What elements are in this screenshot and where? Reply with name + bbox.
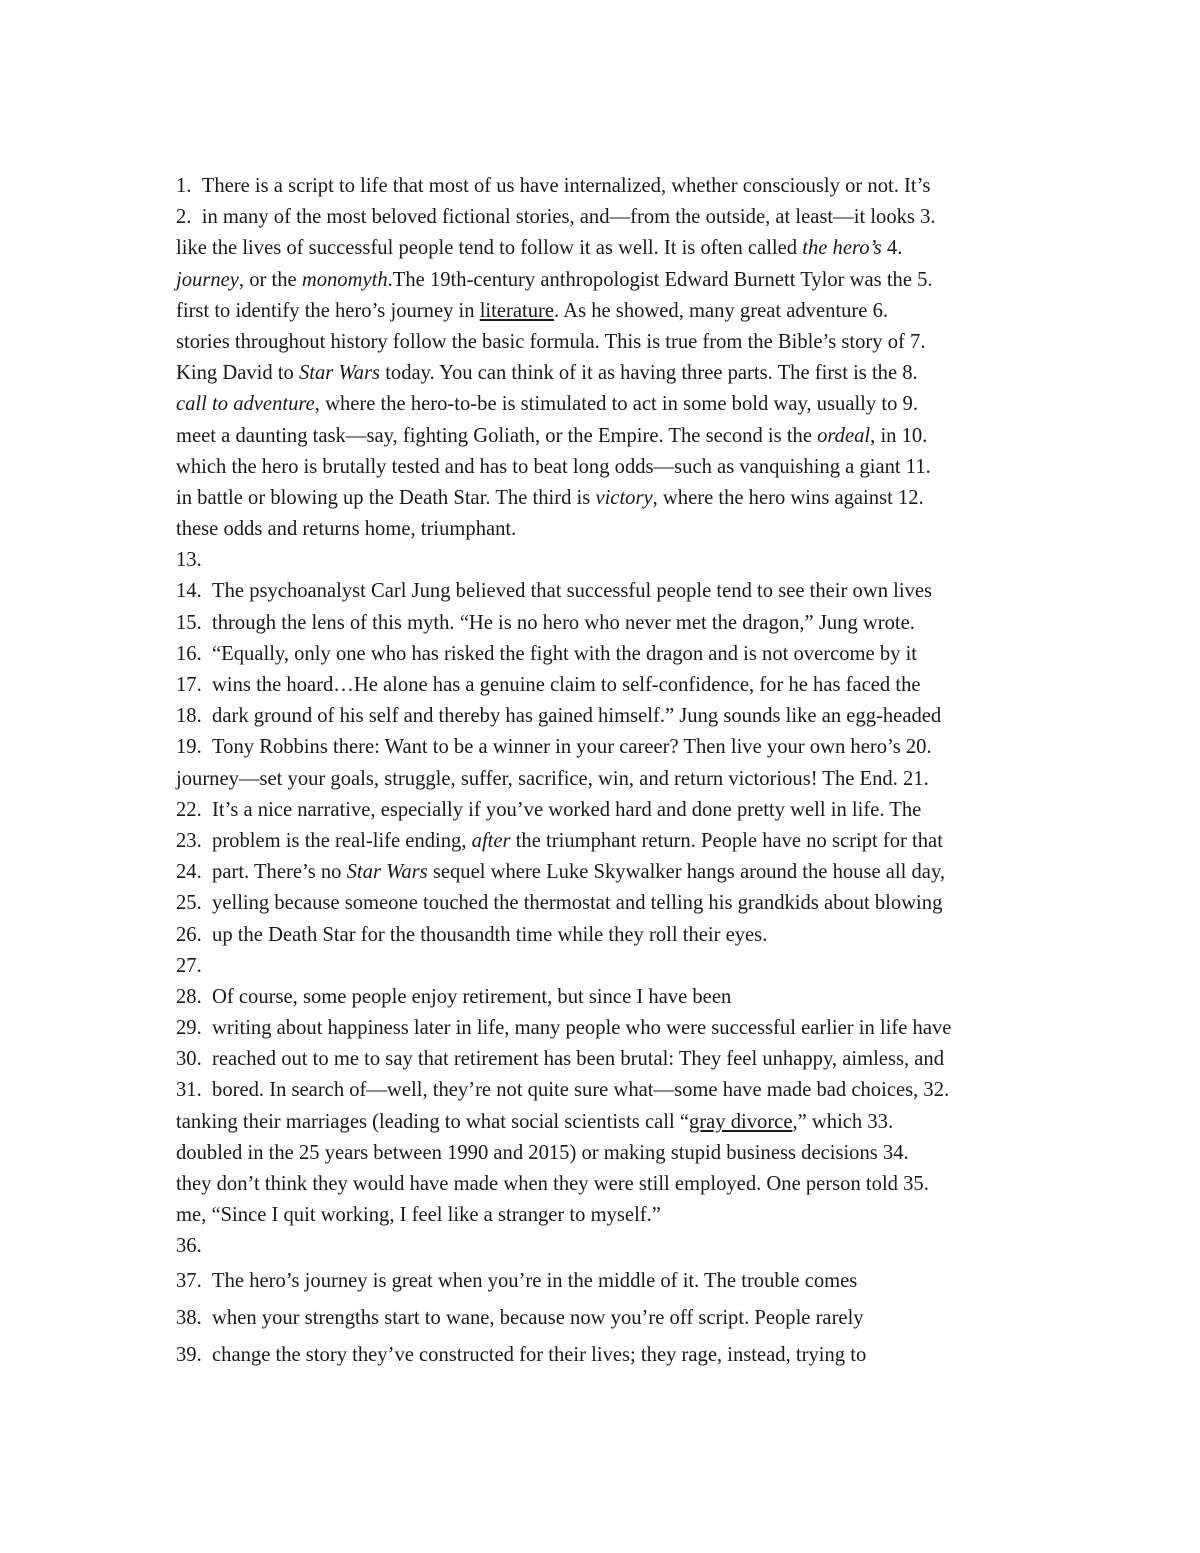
line-6: [176, 327, 1076, 358]
line-number: 31.: [176, 1079, 207, 1102]
line-number: 25.: [176, 892, 207, 915]
line-text: today. You can think of it as having three parts. The first is the 8.: [380, 362, 918, 385]
line-9: [176, 421, 1076, 452]
line-text: in battle or blowing up the Death Star. The third is: [176, 486, 596, 509]
line-39: [176, 1337, 1076, 1374]
line-31: [176, 1075, 1076, 1106]
line-34: [176, 1169, 1076, 1200]
line-number: 23.: [176, 829, 207, 852]
line-text: meet a daunting task—say, fighting Goliath, or the Empire. The second is the: [176, 424, 818, 447]
line-1: [176, 171, 1076, 202]
document-body: [176, 171, 1076, 1374]
line-number: 36.: [176, 1235, 202, 1258]
line-text: “Equally, only one who has risked the fight with the dragon and is not overcome by it: [212, 642, 918, 665]
line-10: [176, 452, 1076, 483]
line-text: me, “Since I quit working, I feel like a stranger to myself.”: [176, 1204, 661, 1227]
line-text: the triumphant return. People have no script for that: [510, 829, 943, 852]
line-text: tanking their marriages (leading to what social scientists call “: [176, 1110, 689, 1133]
italic-term-after: after: [471, 829, 511, 852]
line-text: 4.: [881, 237, 903, 260]
line-number: 19.: [176, 736, 207, 759]
line-33: [176, 1138, 1076, 1169]
line-17: [176, 670, 1076, 701]
line-26: [176, 920, 1076, 951]
line-text: dark ground of his self and thereby has gained himself.” Jung sounds like an egg-headed: [212, 705, 942, 728]
line-8: [176, 389, 1076, 420]
line-20: [176, 764, 1076, 795]
line-number: 13.: [176, 549, 202, 572]
line-text: which the hero is brutally tested and has to beat long odds—such as vanquishing a giant 11.: [176, 455, 931, 478]
line-number: 24.: [176, 861, 207, 884]
line-number: 18.: [176, 705, 207, 728]
line-text: through the lens of this myth. “He is no hero who never met the dragon,” Jung wrote.: [212, 611, 915, 634]
line-4: [176, 265, 1076, 296]
line-number: 14.: [176, 580, 207, 603]
line-text: The hero’s journey is great when you’re in the middle of it. The trouble comes: [212, 1269, 858, 1292]
line-number: 26.: [176, 923, 207, 946]
line-number: 27.: [176, 954, 202, 977]
line-number: 15.: [176, 611, 207, 634]
line-number: 22.: [176, 798, 207, 821]
line-text: . As he showed, many great adventure 6.: [554, 299, 889, 322]
line-text: .The 19th-century anthropologist Edward Burnett Tylor was the 5.: [387, 268, 933, 291]
line-text: , where the hero wins against 12.: [652, 486, 924, 509]
italic-term-journey: journey: [176, 268, 239, 291]
line-2: [176, 202, 1076, 233]
line-12: [176, 514, 1076, 545]
line-text: , where the hero-to-be is stimulated to act in some bold way, usually to 9.: [314, 393, 918, 416]
line-text: doubled in the 25 years between 1990 and 2015) or making stupid business decisions 34.: [176, 1141, 909, 1164]
line-text: up the Death Star for the thousandth time while they roll their eyes.: [212, 923, 768, 946]
line-16: [176, 639, 1076, 670]
line-14: [176, 576, 1076, 607]
line-23: [176, 826, 1076, 857]
italic-term-call-to-adventure: call to adventure: [176, 393, 315, 416]
line-text: King David to: [176, 362, 299, 385]
line-7: [176, 358, 1076, 389]
line-number: 2.: [176, 206, 197, 229]
line-36: [176, 1231, 1076, 1262]
line-15: [176, 608, 1076, 639]
italic-term-the-heros: the hero’s: [802, 237, 882, 260]
line-3: [176, 233, 1076, 264]
line-text: in many of the most beloved fictional stories, and—from the outside, at least—it looks 3.: [201, 206, 936, 229]
line-text: like the lives of successful people tend to follow it as well. It is often called: [176, 237, 803, 260]
line-number: 38.: [176, 1306, 207, 1329]
line-text: wins the hoard…He alone has a genuine claim to self-confidence, for he has faced the: [212, 674, 921, 696]
italic-term-victory: victory: [595, 486, 653, 509]
line-27: [176, 951, 1076, 982]
line-18: [176, 701, 1076, 732]
line-text: stories throughout history follow the basic formula. This is true from the Bible’s story of 7.: [176, 330, 926, 353]
italic-term-star-wars: Star Wars: [298, 362, 381, 385]
line-text: problem is the real-life ending,: [212, 829, 472, 852]
line-text: writing about happiness later in life, many people who were successful earlier in life have: [212, 1017, 952, 1040]
line-25: [176, 888, 1076, 919]
line-22: [176, 795, 1076, 826]
line-number: 37.: [176, 1269, 207, 1292]
line-text: journey—set your goals, struggle, suffer, sacrifice, win, and return victorious! The End. 21.: [176, 767, 929, 790]
line-text: It’s a nice narrative, especially if you’ve worked hard and done pretty well in life. The: [212, 798, 922, 821]
line-number: 39.: [176, 1343, 207, 1366]
line-19: [176, 732, 1076, 763]
line-text: change the story they’ve constructed for their lives; they rage, instead, trying to: [212, 1343, 867, 1366]
line-text: reached out to me to say that retirement has been brutal: They feel unhappy, aimless, and: [212, 1048, 945, 1071]
line-29: [176, 1013, 1076, 1044]
italic-term-ordeal: ordeal: [817, 424, 871, 447]
line-text: , or the: [238, 268, 302, 291]
line-text: Tony Robbins there: Want to be a winner in your career? Then live your own hero’s 20.: [212, 736, 932, 759]
line-37: [176, 1263, 1076, 1300]
line-text: bored. In search of—well, they’re not quite sure what—some have made bad choices, 32.: [212, 1079, 950, 1102]
line-5: [176, 296, 1076, 327]
line-text: when your strengths start to wane, because now you’re off script. People rarely: [212, 1306, 864, 1329]
line-text: There is a script to life that most of us have internalized, whether consciously or not. It’s: [201, 175, 931, 197]
italic-term-star-wars: Star Wars: [346, 861, 428, 884]
line-text: ,” which 33.: [792, 1110, 894, 1133]
line-text: , in 10.: [870, 424, 928, 447]
line-number: 29.: [176, 1017, 207, 1040]
line-11: [176, 483, 1076, 514]
line-text: these odds and returns home, triumphant.: [176, 518, 517, 541]
line-28: [176, 982, 1076, 1013]
line-text: they don’t think they would have made when they were still employed. One person told 35.: [176, 1173, 929, 1195]
line-38: [176, 1300, 1076, 1337]
line-text: first to identify the hero’s journey in: [176, 299, 480, 322]
line-text: sequel where Luke Skywalker hangs around the house all day,: [427, 861, 946, 884]
italic-term-monomyth: monomyth: [301, 268, 388, 291]
line-text: Of course, some people enjoy retirement, but since I have been: [212, 985, 732, 1008]
line-number: 1.: [176, 175, 197, 197]
line-number: 28.: [176, 985, 207, 1008]
line-32: [176, 1107, 1076, 1138]
line-text: part. There’s no: [212, 861, 347, 884]
line-text: The psychoanalyst Carl Jung believed that successful people tend to see their own lives: [212, 580, 933, 603]
gray-divorce-link[interactable]: gray divorce: [688, 1110, 793, 1133]
line-number: 17.: [176, 674, 207, 696]
line-30: [176, 1044, 1076, 1075]
line-number: 16.: [176, 642, 207, 665]
line-24: [176, 857, 1076, 888]
line-text: yelling because someone touched the thermostat and telling his grandkids about blowing: [212, 892, 943, 915]
line-number: 30.: [176, 1048, 207, 1071]
line-35: [176, 1200, 1076, 1231]
literature-link[interactable]: literature: [479, 299, 555, 322]
line-13: [176, 545, 1076, 576]
